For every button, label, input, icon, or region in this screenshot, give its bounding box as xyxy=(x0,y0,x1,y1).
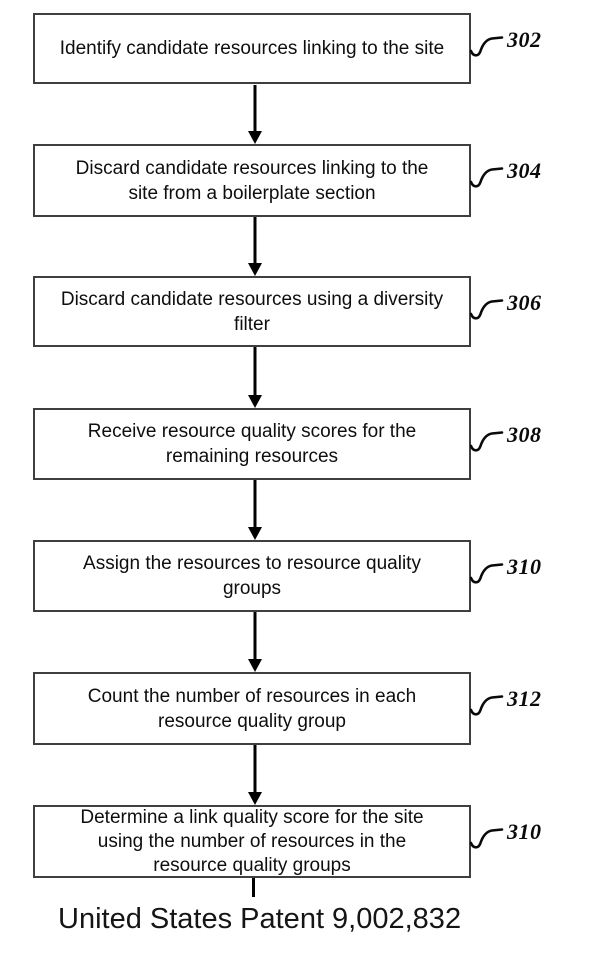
arrowhead-icon xyxy=(248,792,262,805)
flow-step-text: Assign the resources to resource quality xyxy=(83,553,421,574)
ref-marker-310 xyxy=(470,554,560,586)
patent-caption: United States Patent 9,002,832 xyxy=(58,903,462,935)
arrowhead-icon xyxy=(248,395,262,408)
lead-line-squiggle xyxy=(470,561,504,585)
ref-marker-312 xyxy=(470,686,560,718)
flow-arrow-down xyxy=(248,347,262,408)
arrowhead-icon xyxy=(248,263,262,276)
flow-step-text: Discard candidate resources using a diversity xyxy=(60,288,444,310)
flow-step-determine-link-score xyxy=(33,805,471,878)
flow-step-text: Receive resource quality scores for the xyxy=(87,421,417,442)
flow-step-text: site from a boilerplate section xyxy=(128,182,376,204)
flow-step-text: remaining resources xyxy=(165,446,339,467)
flow-step-text: Determine a link quality score for the site xyxy=(80,806,424,828)
arrowhead-icon xyxy=(248,131,262,144)
flow-step-discard-boilerplate xyxy=(33,144,471,217)
flow-connector-stub xyxy=(252,878,255,897)
ref-marker-306 xyxy=(470,290,560,322)
ref-number: 302 xyxy=(507,27,542,52)
flow-step-identify-candidates xyxy=(33,13,471,84)
flow-arrow-down xyxy=(248,217,262,276)
ref-number: 304 xyxy=(507,158,542,183)
flow-step-assign-groups xyxy=(33,540,471,612)
flow-step-text: resource quality group xyxy=(158,710,346,732)
flow-arrow-down xyxy=(248,480,262,540)
ref-number: 306 xyxy=(507,290,542,315)
flow-step-text: Discard candidate resources linking to the xyxy=(75,157,429,179)
arrowhead-icon xyxy=(248,527,262,540)
flow-step-text: using the number of resources in the xyxy=(97,830,407,852)
ref-number: 308 xyxy=(507,422,542,447)
ref-marker-302 xyxy=(470,27,560,59)
flow-step-text: filter xyxy=(234,313,270,335)
lead-line-squiggle xyxy=(470,297,504,321)
flow-step-text: Identify candidate resources linking to the site xyxy=(59,38,445,59)
ref-marker-304 xyxy=(470,158,560,190)
ref-number: 310 xyxy=(507,819,542,844)
flow-arrow-down xyxy=(248,85,262,144)
flow-arrow-down xyxy=(248,612,262,672)
flow-step-receive-scores xyxy=(33,408,471,480)
flow-step-diversity-filter xyxy=(33,276,471,347)
ref-number: 310 xyxy=(507,554,542,579)
lead-line-squiggle xyxy=(470,429,504,453)
ref-marker-308 xyxy=(470,422,560,454)
flow-step-text: groups xyxy=(222,578,282,599)
lead-line-squiggle xyxy=(470,826,504,850)
flow-arrow-down xyxy=(248,745,262,805)
flow-step-text: Count the number of resources in each xyxy=(87,685,417,707)
lead-line-squiggle xyxy=(470,693,504,717)
ref-marker-310b xyxy=(470,819,560,851)
lead-line-squiggle xyxy=(470,165,504,189)
arrowhead-icon xyxy=(248,659,262,672)
flow-step-count-resources xyxy=(33,672,471,745)
lead-line-squiggle xyxy=(470,34,504,58)
ref-number: 312 xyxy=(507,686,542,711)
flow-step-text: resource quality groups xyxy=(153,854,351,876)
